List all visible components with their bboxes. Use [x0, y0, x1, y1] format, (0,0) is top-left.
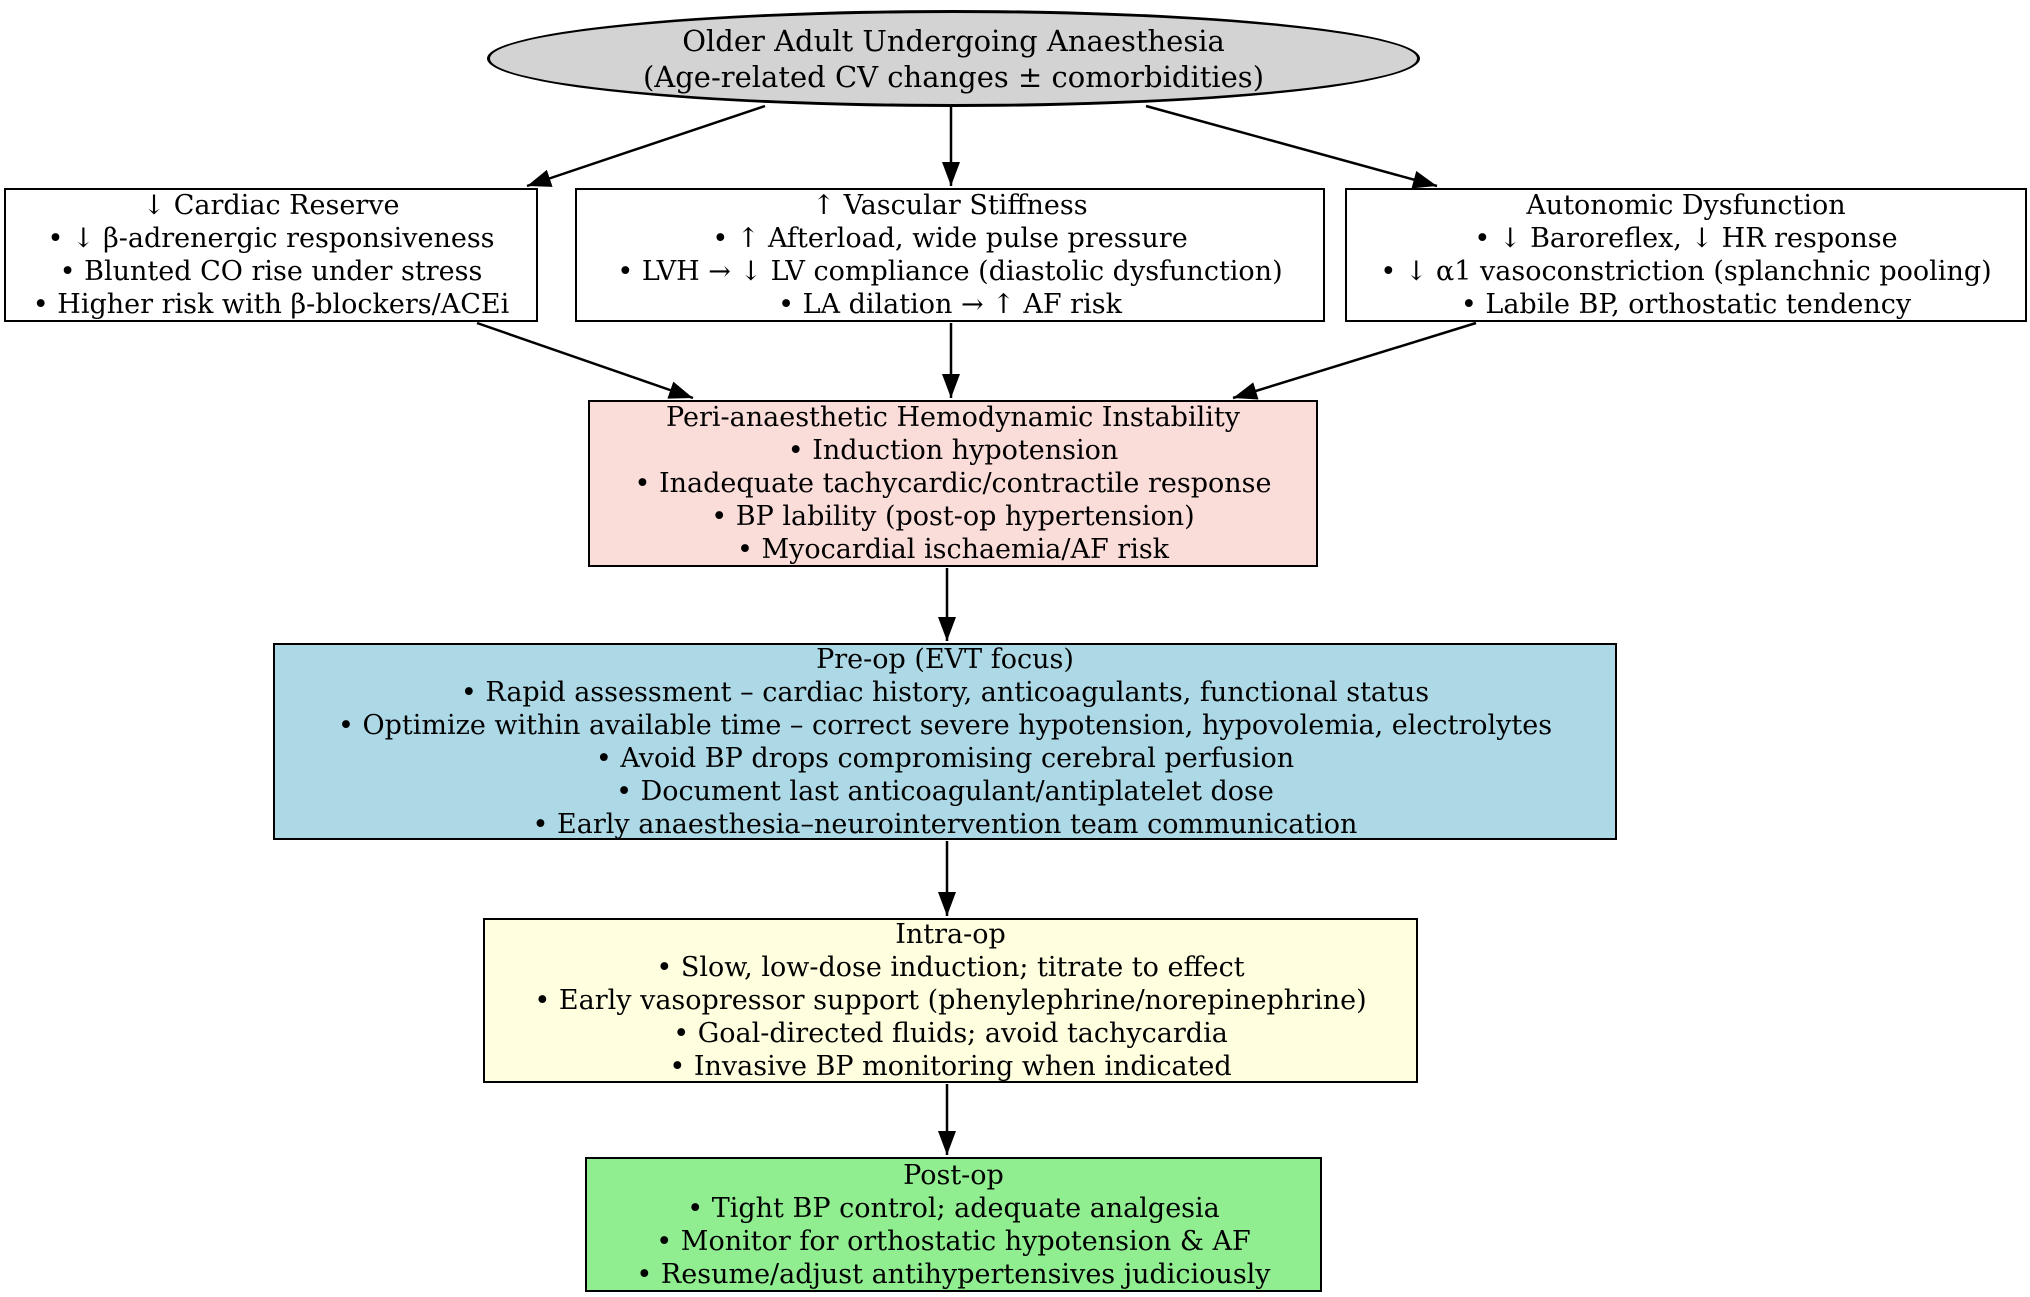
- node-title: Post-op: [903, 1159, 1004, 1191]
- arrow-root-to-cardiac: [527, 106, 765, 186]
- bullet-line: • ↓ α1 vasoconstriction (splanchnic pooling): [1380, 256, 1992, 287]
- bullet-line: • Higher risk with β-blockers/ACEi: [32, 289, 510, 320]
- bullet-line: • Document last anticoagulant/antiplatelet dose: [616, 775, 1274, 807]
- arrow-root-to-autonomic: [1146, 106, 1437, 186]
- bullet-line: • Optimize within available time – correct severe hypotension, hypovolemia, electrolytes: [337, 709, 1553, 741]
- bullet-line: • ↓ β-adrenergic responsiveness: [47, 223, 495, 254]
- bullet-line: • Induction hypotension: [787, 435, 1119, 466]
- root-title-line1: Older Adult Undergoing Anaesthesia: [682, 23, 1225, 58]
- bullet-line: • Labile BP, orthostatic tendency: [1460, 289, 1912, 320]
- node-intra-op: [483, 918, 1418, 1083]
- node-post-op: [585, 1157, 1322, 1292]
- bullet-line: • Invasive BP monitoring when indicated: [669, 1051, 1232, 1082]
- node-vascular-stiffness: [575, 188, 1325, 322]
- arrow-autonomic-to-instability: [1233, 323, 1476, 398]
- bullet-line: • Inadequate tachycardic/contractile response: [634, 468, 1272, 499]
- bullet-line: • ↑ Afterload, wide pulse pressure: [712, 223, 1188, 254]
- node-peri-anaesthetic-instability: [588, 400, 1318, 567]
- bullet-line: • Monitor for orthostatic hypotension & AF: [656, 1225, 1251, 1257]
- bullet-line: • Avoid BP drops compromising cerebral perfusion: [595, 742, 1295, 774]
- arrow-cardiac-to-instability: [477, 323, 693, 398]
- node-title: Intra-op: [895, 919, 1006, 950]
- bullet-line: • Resume/adjust antihypertensives judiciously: [636, 1258, 1271, 1290]
- bullet-line: • Tight BP control; adequate analgesia: [687, 1192, 1220, 1224]
- bullet-line: • Goal-directed fluids; avoid tachycardia: [673, 1018, 1228, 1049]
- bullet-line: • Blunted CO rise under stress: [59, 256, 483, 287]
- bullet-line: • ↓ Baroreflex, ↓ HR response: [1474, 223, 1898, 254]
- bullet-line: • Early vasopressor support (phenylephrine/norepinephrine): [534, 985, 1367, 1016]
- node-pre-op: [273, 643, 1617, 840]
- node-title: ↓ Cardiac Reserve: [142, 190, 400, 221]
- bullet-line: • Slow, low-dose induction; titrate to effect: [656, 952, 1245, 983]
- bullet-line: • BP lability (post-op hypertension): [711, 501, 1195, 532]
- node-title: ↑ Vascular Stiffness: [812, 190, 1088, 221]
- node-cardiac-reserve: [4, 188, 538, 322]
- bullet-line: • Rapid assessment – cardiac history, anticoagulants, functional status: [460, 676, 1430, 708]
- bullet-line: • LA dilation → ↑ AF risk: [778, 289, 1122, 320]
- node-older-adult-root: [487, 10, 1420, 107]
- root-title-line2: (Age-related CV changes ± comorbidities): [642, 59, 1265, 94]
- node-autonomic-dysfunction: [1345, 188, 2027, 322]
- node-title: Pre-op (EVT focus): [816, 643, 1074, 675]
- bullet-line: • LVH → ↓ LV compliance (diastolic dysfunction): [617, 256, 1283, 287]
- bullet-line: • Early anaesthesia–neurointervention team communication: [532, 808, 1358, 840]
- node-title: Peri-anaesthetic Hemodynamic Instability: [666, 402, 1240, 433]
- bullet-line: • Myocardial ischaemia/AF risk: [736, 534, 1170, 565]
- node-title: Autonomic Dysfunction: [1526, 190, 1846, 221]
